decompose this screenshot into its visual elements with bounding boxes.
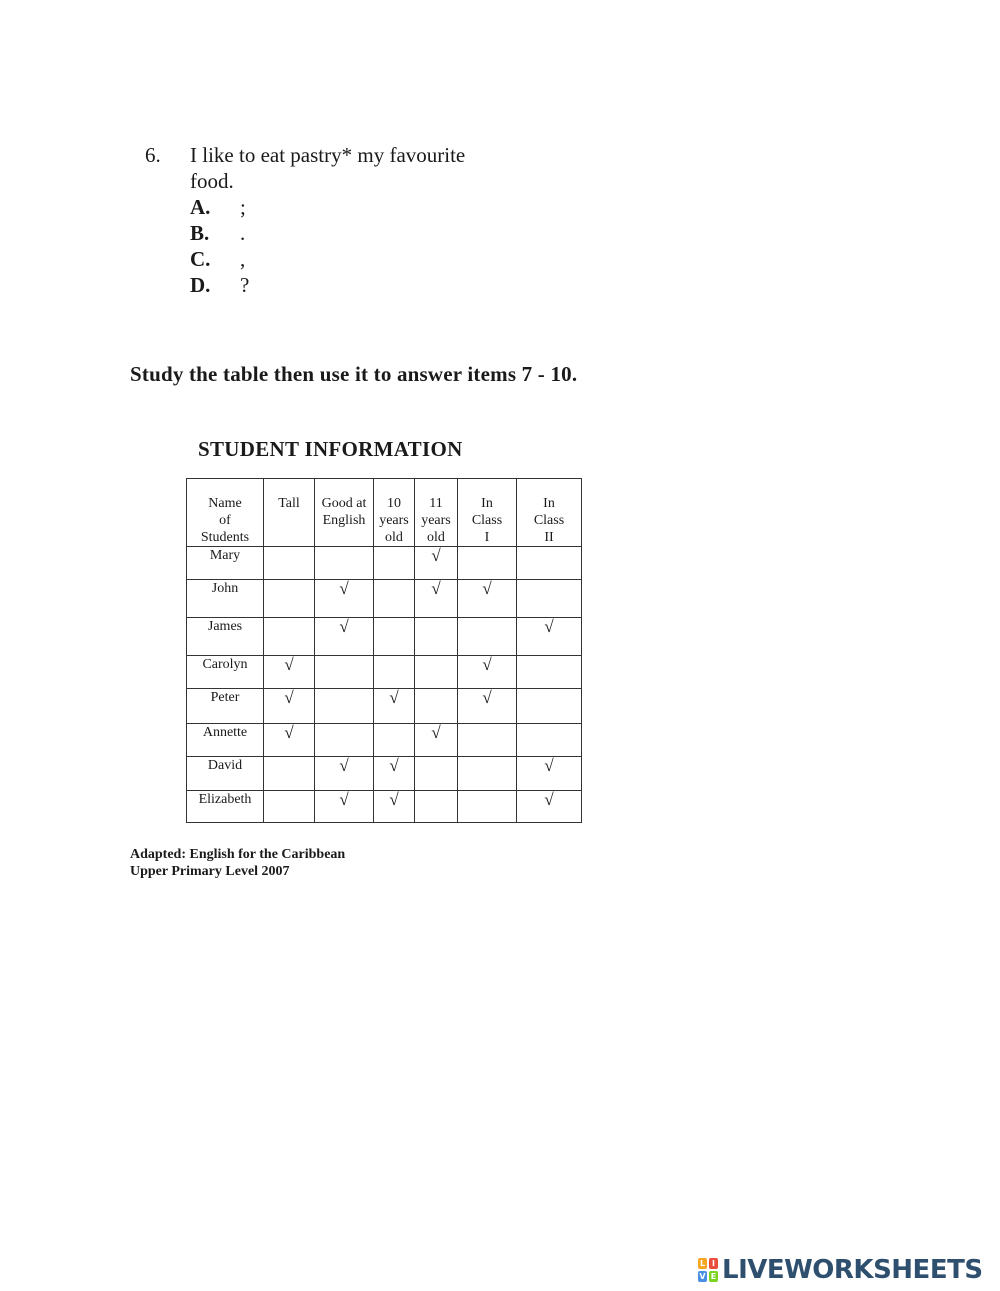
empty-cell: [264, 618, 315, 656]
table-row: [187, 618, 582, 656]
check-mark-cell: √: [415, 547, 458, 580]
student-name: James: [187, 618, 264, 656]
empty-cell: [315, 547, 374, 580]
empty-cell: [458, 724, 517, 757]
header-line: Class: [533, 513, 565, 528]
header-line: 10: [387, 496, 401, 511]
empty-cell: [264, 757, 315, 791]
check-mark-cell: √: [374, 689, 415, 724]
check-mark-cell: √: [264, 689, 315, 724]
student-name: John: [187, 580, 264, 618]
student-name: Peter: [187, 689, 264, 724]
header-line: I: [484, 530, 490, 545]
table-instruction: Study the table then use it to answer items 7 - 10.: [130, 362, 578, 386]
column-header: [315, 479, 374, 547]
option-text: ?: [240, 273, 250, 297]
option-d[interactable]: [190, 272, 465, 298]
logo-tile: E: [710, 1272, 717, 1281]
check-mark-cell: √: [415, 580, 458, 618]
source-citation: [130, 846, 345, 880]
option-letter: D.: [190, 273, 211, 297]
source-line2: Upper Primary Level 2007: [130, 864, 290, 879]
check-mark-cell: √: [517, 791, 582, 823]
check-mark-cell: √: [315, 580, 374, 618]
empty-cell: [374, 618, 415, 656]
check-mark-cell: √: [264, 656, 315, 689]
empty-cell: [415, 757, 458, 791]
column-header: [264, 479, 315, 547]
check-mark-cell: √: [315, 618, 374, 656]
header-line: of: [219, 513, 231, 528]
table-row: [187, 724, 582, 757]
option-letter: C.: [190, 247, 211, 271]
empty-cell: [374, 724, 415, 757]
header-line: English: [322, 513, 366, 528]
source-line1: Adapted: English for the Caribbean: [130, 847, 346, 862]
option-b[interactable]: [190, 220, 465, 246]
student-name: Carolyn: [187, 656, 264, 689]
table-row: [187, 656, 582, 689]
header-line: Good at: [321, 496, 367, 511]
empty-cell: [374, 580, 415, 618]
empty-cell: [264, 791, 315, 823]
empty-cell: [264, 580, 315, 618]
column-header: [458, 479, 517, 547]
empty-cell: [415, 689, 458, 724]
header-line: II: [544, 530, 554, 545]
table-row: [187, 689, 582, 724]
empty-cell: [374, 656, 415, 689]
header-line: years: [379, 513, 409, 528]
check-mark-cell: √: [374, 757, 415, 791]
check-mark-cell: √: [517, 757, 582, 791]
liveworksheets-logo-icon: [697, 1257, 719, 1283]
table-header-row: [187, 479, 582, 547]
empty-cell: [458, 618, 517, 656]
brand-name: LIVEWORKSHEETS: [722, 1255, 983, 1285]
header-line: years: [421, 513, 451, 528]
table-row: [187, 791, 582, 823]
question-6: [145, 142, 465, 298]
check-mark-cell: √: [458, 689, 517, 724]
student-name: Mary: [187, 547, 264, 580]
empty-cell: [315, 724, 374, 757]
check-mark-cell: √: [374, 791, 415, 823]
empty-cell: [458, 791, 517, 823]
logo-tile: L: [699, 1259, 706, 1268]
option-letter: A.: [190, 195, 211, 219]
table-title: STUDENT INFORMATION: [198, 437, 463, 461]
column-header: [415, 479, 458, 547]
empty-cell: [517, 580, 582, 618]
liveworksheets-logo[interactable]: [697, 1255, 983, 1285]
question-text-line2: food.: [190, 169, 234, 193]
empty-cell: [517, 724, 582, 757]
student-name: Elizabeth: [187, 791, 264, 823]
option-letter: B.: [190, 221, 210, 245]
option-text: ,: [240, 247, 246, 271]
question-text-line1: I like to eat pastry* my favourite: [190, 143, 466, 167]
check-mark-cell: √: [458, 656, 517, 689]
empty-cell: [415, 656, 458, 689]
logo-tile: V: [699, 1272, 706, 1281]
check-mark-cell: √: [315, 791, 374, 823]
option-c[interactable]: [190, 246, 465, 272]
student-info-table: [186, 478, 582, 823]
header-line: Class: [471, 513, 503, 528]
answer-options: [145, 194, 465, 298]
empty-cell: [315, 656, 374, 689]
header-name-of-students: [187, 479, 264, 547]
header-line: old: [385, 530, 403, 545]
empty-cell: [264, 547, 315, 580]
header-line: 11: [429, 496, 443, 511]
header-line: Tall: [278, 496, 300, 511]
logo-tile: I: [709, 1258, 718, 1269]
student-name: Annette: [187, 724, 264, 757]
check-mark-cell: √: [315, 757, 374, 791]
option-text: ;: [240, 195, 246, 219]
empty-cell: [517, 656, 582, 689]
header-line: In: [543, 496, 555, 511]
column-header: [517, 479, 582, 547]
student-name: David: [187, 757, 264, 791]
option-a[interactable]: [190, 194, 465, 220]
question-number: 6.: [145, 143, 161, 167]
empty-cell: [415, 791, 458, 823]
column-header: [374, 479, 415, 547]
option-text: .: [240, 221, 246, 245]
table-row: [187, 547, 582, 580]
empty-cell: [415, 618, 458, 656]
check-mark-cell: √: [517, 618, 582, 656]
table-row: [187, 757, 582, 791]
empty-cell: [517, 547, 582, 580]
check-mark-cell: √: [264, 724, 315, 757]
empty-cell: [315, 689, 374, 724]
header-line: In: [481, 496, 493, 511]
table-row: [187, 580, 582, 618]
empty-cell: [374, 547, 415, 580]
header-line: Students: [200, 530, 250, 545]
header-line: old: [427, 530, 445, 545]
header-line: Name: [208, 496, 242, 511]
check-mark-cell: √: [458, 580, 517, 618]
check-mark-cell: √: [415, 724, 458, 757]
empty-cell: [458, 547, 517, 580]
empty-cell: [458, 757, 517, 791]
empty-cell: [517, 689, 582, 724]
